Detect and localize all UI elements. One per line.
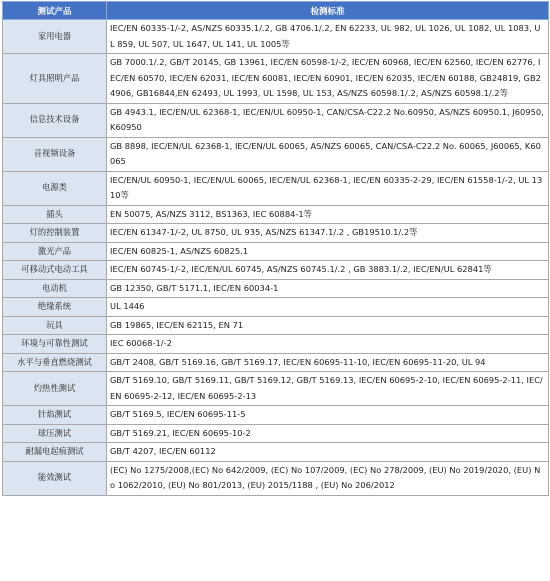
standard-cell: IEC/EN 61347-1/-2, UL 8750, UL 935, AS/NZS 61347.1/.2 , GB19510.1/.2等 xyxy=(107,224,549,243)
product-cell: 绝缘系统 xyxy=(3,298,107,317)
product-cell: 家用电器 xyxy=(3,20,107,54)
product-cell: 球压测试 xyxy=(3,424,107,443)
header-product: 测试产品 xyxy=(3,2,107,20)
table-row xyxy=(3,137,549,171)
standard-cell: GB/T 4207, IEC/EN 60112 xyxy=(107,443,549,462)
table-row xyxy=(3,406,549,425)
product-cell: 激光产品 xyxy=(3,242,107,261)
standard-cell: GB/T 5169.5, IEC/EN 60695-11-5 xyxy=(107,406,549,425)
product-cell: 灯的控制装置 xyxy=(3,224,107,243)
standard-cell: EN 50075, AS/NZS 3112, BS1363, IEC 60884-1等 xyxy=(107,205,549,224)
product-cell: 针焰测试 xyxy=(3,406,107,425)
table-header-row xyxy=(3,2,549,20)
table-row xyxy=(3,424,549,443)
table-row xyxy=(3,20,549,54)
standard-cell: GB/T 2408, GB/T 5169.16, GB/T 5169.17, IEC/EN 60695-11-10, IEC/EN 60695-11-20, UL 94 xyxy=(107,353,549,372)
product-cell: 能效测试 xyxy=(3,461,107,495)
product-cell: 插头 xyxy=(3,205,107,224)
product-cell: 灼热性测试 xyxy=(3,372,107,406)
product-cell: 音视频设备 xyxy=(3,137,107,171)
standard-cell: GB/T 5169.21, IEC/EN 60695-10-2 xyxy=(107,424,549,443)
table-row xyxy=(3,279,549,298)
table-row xyxy=(3,205,549,224)
standards-table xyxy=(2,1,549,496)
standard-cell: GB/T 5169.10, GB/T 5169.11, GB/T 5169.12, GB/T 5169.13, IEC/EN 60695-2-10, IEC/EN 60695-2-11, IEC/EN 60695-2-12, IEC/EN 60695-2-13 xyxy=(107,372,549,406)
standard-cell: GB 7000.1/.2, GB/T 20145, GB 13961, IEC/EN 60598-1/-2, IEC/EN 60968, IEC/EN 62560, IEC/EN 62776, IEC/EN 60570, IEC/EN 62031, IEC/EN 60081, IEC/EN 60901, IEC/EN 62035, IEC/EN 60188, GB24819, GB24906, GB16844,EN 62493, UL 1993, UL 1598, UL 153, AS/NZS 60598.1/.2, AS/NZS 60598.1/.2等 xyxy=(107,54,549,104)
table-row xyxy=(3,372,549,406)
standard-cell: GB 19865, IEC/EN 62115, EN 71 xyxy=(107,316,549,335)
table-row xyxy=(3,103,549,137)
table-row xyxy=(3,261,549,280)
standard-cell: GB 8898, IEC/EN/UL 62368-1, IEC/EN/UL 60065, AS/NZS 60065, CAN/CSA-C22.2 No. 60065, J60065, K60065 xyxy=(107,137,549,171)
product-cell: 环境与可靠性测试 xyxy=(3,335,107,354)
standard-cell: IEC/EN/UL 60950-1, IEC/EN/UL 60065, IEC/EN/UL 62368-1, IEC/EN 60335-2-29, IEC/EN 61558-1/-2, UL 1310等 xyxy=(107,171,549,205)
table-row xyxy=(3,335,549,354)
table-row xyxy=(3,298,549,317)
product-cell: 玩具 xyxy=(3,316,107,335)
standard-cell: (EC) No 1275/2008,(EC) No 642/2009, (EC) No 107/2009, (EC) No 278/2009, (EU) No 2019/2020, (EU) No 1062/2010, (EU) No 801/2013, (EU) 2015/1188 , (EU) No 206/2012 xyxy=(107,461,549,495)
standard-cell: IEC/EN 60825-1, AS/NZS 60825.1 xyxy=(107,242,549,261)
standard-cell: IEC/EN 60745-1/-2, IEC/EN/UL 60745, AS/NZS 60745.1/.2 , GB 3883.1/.2, IEC/EN/UL 62841等 xyxy=(107,261,549,280)
product-cell: 可移动式电动工具 xyxy=(3,261,107,280)
standard-cell: IEC/EN 60335-1/-2, AS/NZS 60335.1/.2, GB 4706.1/.2, EN 62233, UL 982, UL 1026, UL 1082, UL 1083, UL 859, UL 507, UL 1647, UL 141, UL 1005等 xyxy=(107,20,549,54)
header-standard: 检测标准 xyxy=(107,2,549,20)
product-cell: 耐漏电起痕测试 xyxy=(3,443,107,462)
table-row xyxy=(3,443,549,462)
table-body xyxy=(3,20,549,496)
standard-cell: UL 1446 xyxy=(107,298,549,317)
table-row xyxy=(3,242,549,261)
product-cell: 电动机 xyxy=(3,279,107,298)
product-cell: 灯具照明产品 xyxy=(3,54,107,104)
product-cell: 信息技术设备 xyxy=(3,103,107,137)
table-row xyxy=(3,224,549,243)
product-cell: 电源类 xyxy=(3,171,107,205)
table-row xyxy=(3,54,549,104)
standard-cell: GB 4943.1, IEC/EN/UL 62368-1, IEC/EN/UL 60950-1, CAN/CSA-C22.2 No.60950, AS/NZS 60950.1, J60950, K60950 xyxy=(107,103,549,137)
standard-cell: GB 12350, GB/T 5171.1, IEC/EN 60034-1 xyxy=(107,279,549,298)
product-cell: 水平与垂直燃烧测试 xyxy=(3,353,107,372)
table-row xyxy=(3,353,549,372)
standard-cell: IEC 60068-1/-2 xyxy=(107,335,549,354)
table-row xyxy=(3,316,549,335)
table-row xyxy=(3,461,549,495)
table-row xyxy=(3,171,549,205)
